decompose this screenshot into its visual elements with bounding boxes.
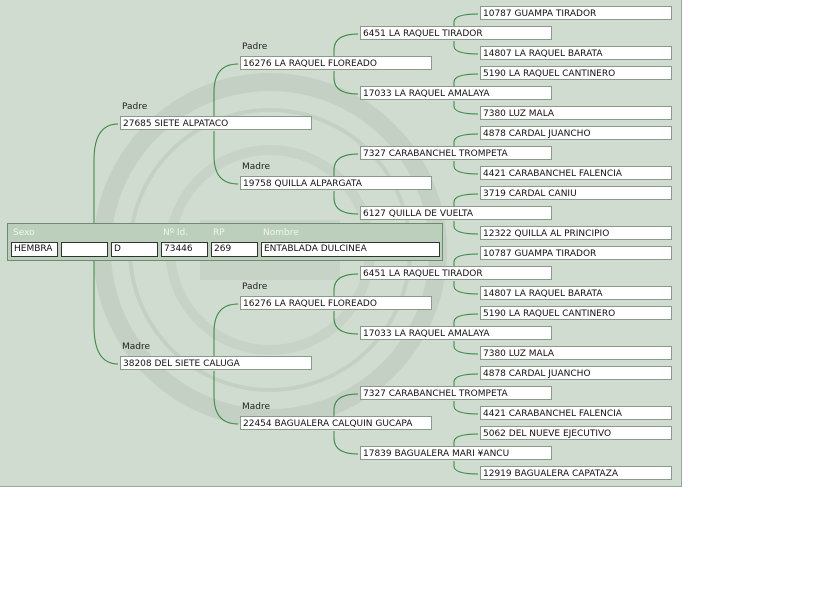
sdds-box[interactable]: 3719 CARDAL CANIU [480, 186, 672, 200]
id-field[interactable]: 73446 [161, 242, 208, 257]
dddd-box[interactable]: 12919 BAGUALERA CAPATAZA [480, 466, 672, 480]
label-padre: Padre [122, 102, 148, 112]
subject-panel [7, 223, 443, 261]
sire-dam-box[interactable]: 19758 QUILLA ALPARGATA [240, 176, 432, 190]
dssd-box[interactable]: 14807 LA RAQUEL BARATA [480, 286, 672, 300]
dss-box[interactable]: 6451 LA RAQUEL TIRADOR [360, 266, 552, 280]
code-field[interactable]: D [111, 242, 158, 257]
label-padre: Padre [242, 282, 268, 292]
sexo-field[interactable]: HEMBRA [11, 242, 58, 257]
blank-field[interactable] [61, 242, 108, 257]
header-nombre: Nombre [263, 228, 299, 238]
dam-dam-box[interactable]: 22454 BAGUALERA CALQUIN GUCAPA [240, 416, 432, 430]
dsds-box[interactable]: 5190 LA RAQUEL CANTINERO [480, 306, 672, 320]
sds-box[interactable]: 7327 CARABANCHEL TROMPETA [360, 146, 552, 160]
sdss-box[interactable]: 4878 CARDAL JUANCHO [480, 126, 672, 140]
sdsd-box[interactable]: 4421 CARABANCHEL FALENCIA [480, 166, 672, 180]
dsss-box[interactable]: 10787 GUAMPA TIRADOR [480, 246, 672, 260]
nombre-field[interactable]: ENTABLADA DULCINEA [261, 242, 440, 257]
sssd-box[interactable]: 14807 LA RAQUEL BARATA [480, 46, 672, 60]
ssds-box[interactable]: 5190 LA RAQUEL CANTINERO [480, 66, 672, 80]
ddds-box[interactable]: 5062 DEL NUEVE EJECUTIVO [480, 426, 672, 440]
sddd-box[interactable]: 12322 QUILLA AL PRINCIPIO [480, 226, 672, 240]
sss-box[interactable]: 6451 LA RAQUEL TIRADOR [360, 26, 552, 40]
dam-box[interactable]: 38208 DEL SIETE CALUGA [120, 356, 312, 370]
ddsd-box[interactable]: 4421 CARABANCHEL FALENCIA [480, 406, 672, 420]
header-sexo: Sexo [13, 228, 35, 238]
dsd-box[interactable]: 17033 LA RAQUEL AMALAYA [360, 326, 552, 340]
ssd-box[interactable]: 17033 LA RAQUEL AMALAYA [360, 86, 552, 100]
ddss-box[interactable]: 4878 CARDAL JUANCHO [480, 366, 672, 380]
header-rp: RP [213, 228, 225, 238]
label-madre: Madre [242, 162, 271, 172]
label-madre: Madre [242, 402, 271, 412]
label-madre: Madre [122, 342, 151, 352]
sdd-box[interactable]: 6127 QUILLA DE VUELTA [360, 206, 552, 220]
dam-sire-box[interactable]: 16276 LA RAQUEL FLOREADO [240, 296, 432, 310]
rp-field[interactable]: 269 [211, 242, 258, 257]
sire-box[interactable]: 27685 SIETE ALPATACO [120, 116, 312, 130]
ssdd-box[interactable]: 7380 LUZ MALA [480, 106, 672, 120]
ddd-box[interactable]: 17839 BAGUALERA MARI ¥ANCU [360, 446, 552, 460]
sire-sire-box[interactable]: 16276 LA RAQUEL FLOREADO [240, 56, 432, 70]
label-padre: Padre [242, 42, 268, 52]
ssss-box[interactable]: 10787 GUAMPA TIRADOR [480, 6, 672, 20]
dsdd-box[interactable]: 7380 LUZ MALA [480, 346, 672, 360]
header-id: Nº Id. [163, 228, 189, 238]
dds-box[interactable]: 7327 CARABANCHEL TROMPETA [360, 386, 552, 400]
